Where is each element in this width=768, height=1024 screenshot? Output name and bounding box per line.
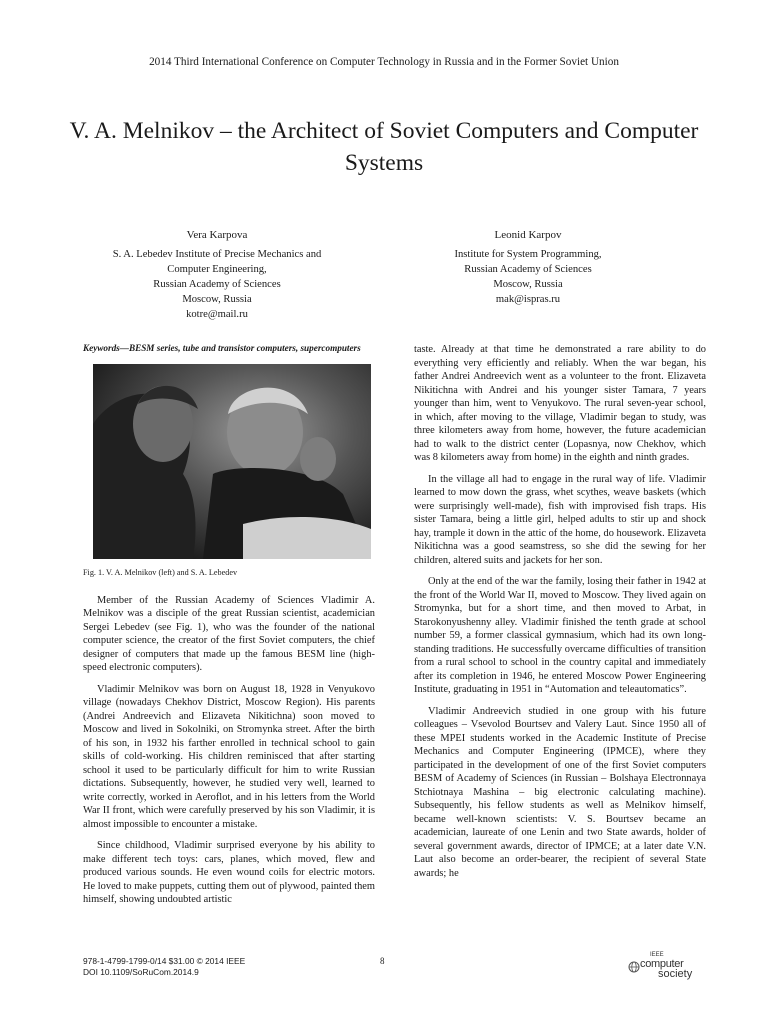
body-paragraph: In the village all had to engage in the rural way of life. Vladimir learned to mow down the grass, whet scythes, weave baskets (which were surprisingly well-made), fish with improvised fish traps. His sister Tamara, being a little girl, helped adults to stir up and shock hay, trample it down in the attic of the home, do housework. Elizaveta Nikitichna was a good seamstress, so she did the sewing for her children, altered suits and jackets for her son. bbox=[414, 473, 706, 566]
author-name: Leonid Karpov bbox=[494, 229, 562, 241]
conference-header: 2014 Third International Conference on Computer Technology in Russia and in the Former Soviet Union bbox=[149, 56, 619, 68]
body-paragraph: Vladimir Andreevich studied in one group with his future colleagues – Vsevolod Bourtsev and Valery Laut. Since 1950 all of these MPEI students worked in the Academic Institute of Precise Mechanics and Computer Engineering (IPMCE), where they participated in the development of one of the first Soviet computers BESM of Academy of Sciences (in Russian – Bolshaya Electronnaya Stchiotnaya Mashina – big electronic calculating machine). Subsequently, his fellow students as well as Melnikov himself, became well-known scientists: V. S. Bourtsev became an academician, laureate of one Lenin and two State awards, holder of several government awards, director of IPMCE; at a later date V.N. Laut also become an order-bearer, the recipient of several State awards; he bbox=[414, 705, 706, 879]
photo-illustration bbox=[93, 364, 371, 559]
ieee-computer-society-logo bbox=[628, 952, 708, 986]
body-paragraph: Since childhood, Vladimir surprised everyone by his ability to make different tech toys: cars, planes, which moved, flew and produced various sounds. He even wound coils for electric motors. He loved to make puppets, cutting them out of plywood, painted them himself, showing undoubted artistic bbox=[83, 840, 375, 905]
body-paragraph: Member of the Russian Academy of Sciences Vladimir A. Melnikov was a disciple of the great Russian scientist, academician Sergei Lebedev (see Fig. 1), who was the founder of the national computer science, the creator of the first Soviet computers, the chief designer of computers that made up the famous BESM line (high-speed electronic computers). bbox=[83, 594, 375, 673]
figure-caption: Fig. 1. V. A. Melnikov (left) and S. A. Lebedev bbox=[83, 567, 238, 577]
logo-ieee-text: IEEE bbox=[650, 952, 664, 958]
author-block-2 bbox=[383, 228, 673, 307]
author-location: Moscow, Russia bbox=[493, 279, 563, 290]
author-location: Moscow, Russia bbox=[182, 294, 252, 305]
logo-society-text: society bbox=[658, 968, 693, 980]
author-name: Vera Karpova bbox=[186, 229, 248, 241]
author-affiliation: Russian Academy of Sciences bbox=[153, 279, 281, 290]
figure-photo bbox=[93, 364, 371, 559]
footer-publication-info bbox=[83, 956, 245, 978]
author-email: kotre@mail.ru bbox=[186, 309, 248, 320]
globe-icon bbox=[628, 961, 640, 973]
body-paragraph: taste. Already at that time he demonstrated a rare ability to do everything very efficiently and reliably. When the war began, his father Andrei Andreevich went as a volunteer to the front. Elizaveta Nikitichna with Andrei and his younger sister Tamara, 7 years younger than him, went to Venyukovo. The rural seven-year school, in which, after moving to the village, Vladimir began to study, was three kilometers away from home, however, the future academician had to walk to the district center (Lopasnya, now Chekhov, which was 8 kilometers away from home) in the eighth and ninth grades. bbox=[414, 344, 706, 463]
author-affiliation: S. A. Lebedev Institute of Precise Mechanics and bbox=[112, 249, 322, 260]
page-number: 8 bbox=[380, 956, 385, 966]
left-column bbox=[83, 343, 375, 915]
author-affiliation: Institute for System Programming, bbox=[454, 249, 602, 260]
body-paragraph: Vladimir Melnikov was born on August 18, 1928 in Venyukovo village (nowadays Chekhov District, Moscow Region). His parents (Andrei Andreevich and Elizaveta Nikitichna) soon moved to Moscow and lived in Sokolniki, on Stromynka street. After the birth of his son, in 1932 his farther enrolled in technical school to gain skills of cold-working. His children reminisced that after starting school it used to be particularly difficult for him to write Russian dictations. Subsequently, however, he studied very well, learned to write correctly, worked in Aeroflot, and in his letters from the World War II front, which were carefully preserved by his son Vladimir, it is almost impossible to encounter a mistake. bbox=[83, 683, 375, 830]
author-affiliation: Russian Academy of Sciences bbox=[464, 264, 592, 275]
keywords: Keywords—BESM series, tube and transistor computers, supercomputers bbox=[83, 343, 361, 353]
footer-isbn: 978-1-4799-1799-0/14 $31.00 © 2014 IEEE bbox=[83, 956, 246, 966]
footer-doi: DOI 10.1109/SoRuCom.2014.9 bbox=[83, 967, 199, 977]
body-paragraph: Only at the end of the war the family, losing their father in 1942 at the front of the World War II, moved to Moscow. They lived again on Stromynka, but for a short time, and then moved to Arbat, in Starokonyushenny alley. Vladimir finished the tenth grade at school number 59, a former classical gymnasium, which had its own long-standing traditions. He successfully overcame difficulties of transition from a rural school to school in the country capital and immediately after its completion in 1946, he entered Moscow Power Engineering Institute, graduating in 1951 in “Automation and teleautomatics”. bbox=[414, 576, 706, 695]
paper-title: V. A. Melnikov – the Architect of Soviet Computers and Computer Systems bbox=[69, 118, 699, 176]
author-block-1 bbox=[72, 228, 362, 322]
author-affiliation: Computer Engineering, bbox=[167, 264, 267, 275]
logo-computer-text: computer bbox=[640, 958, 684, 970]
right-column bbox=[414, 343, 706, 888]
author-email: mak@ispras.ru bbox=[495, 294, 561, 305]
